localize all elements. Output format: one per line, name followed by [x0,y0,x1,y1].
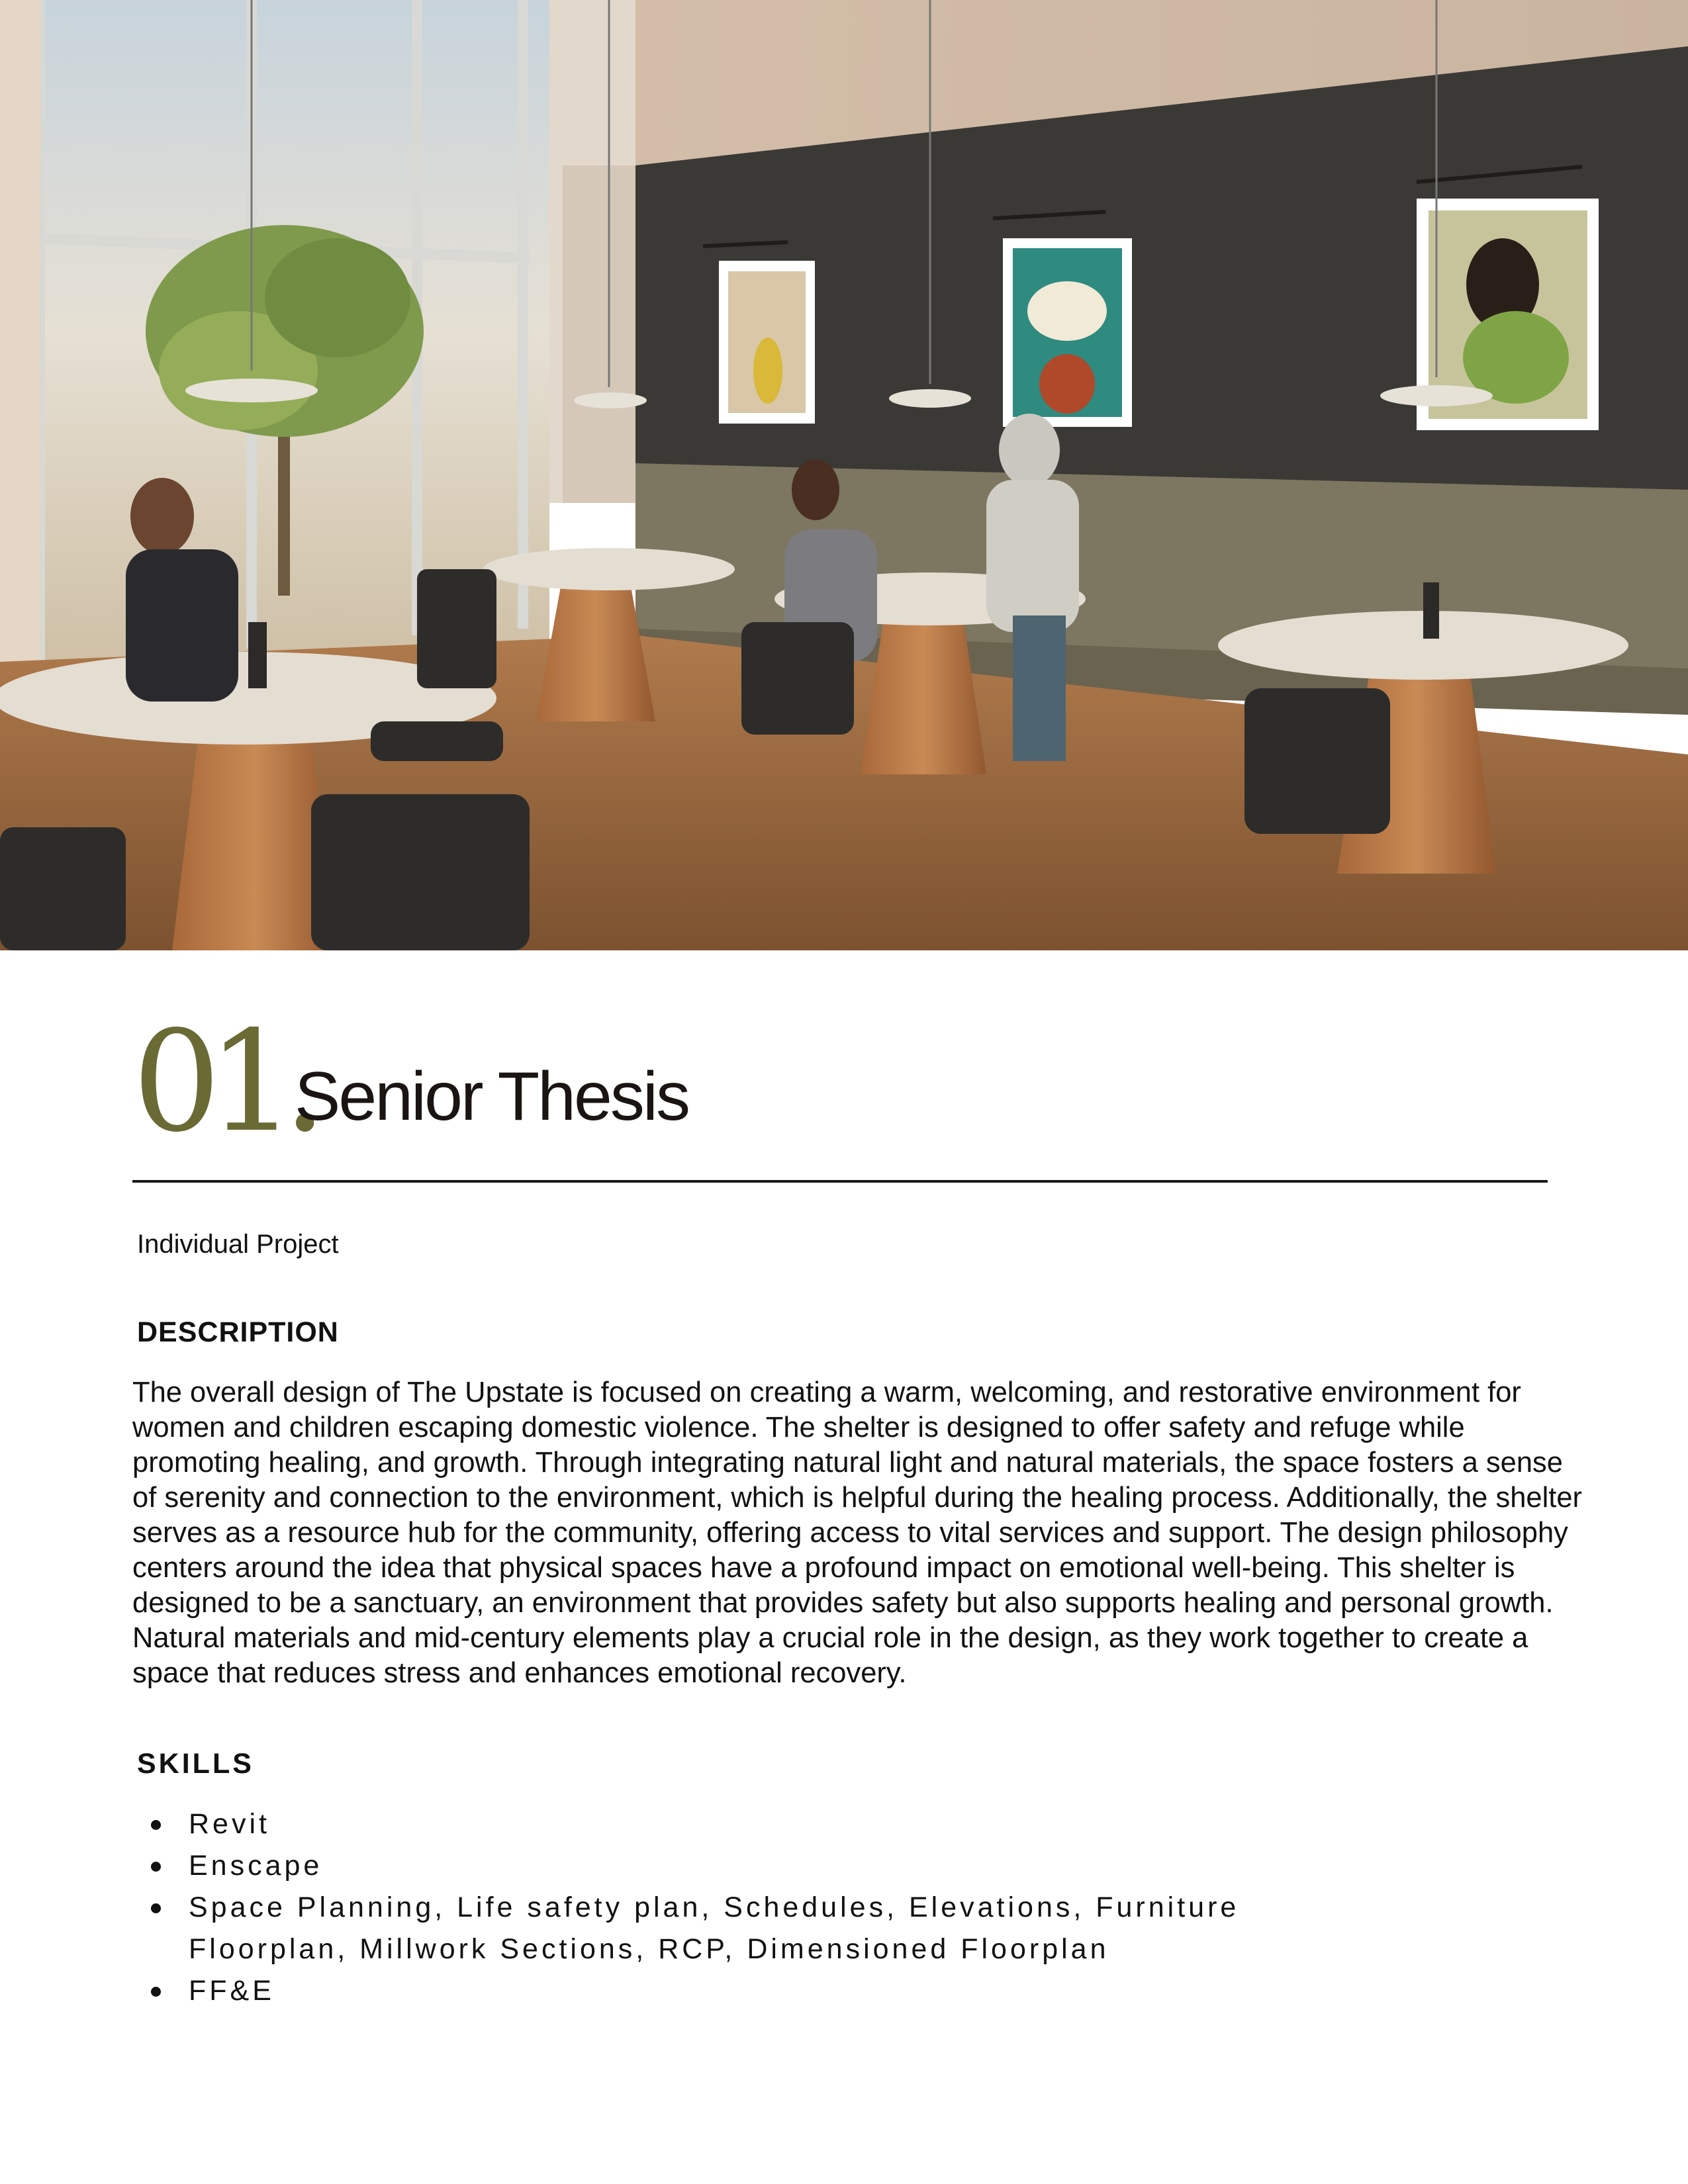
description-text: The overall design of The Upstate is focused on creating a warm, welcoming, and restorative environment for women and children escaping domestic violence. The shelter is designed to offer safety and refuge while promoting healing, and growth. Through integrating natural light and natural materials, the space fosters a sense of serenity and connection to the environment, which is helpful during the healing process. Additionally, the shelter serves as a resource hub for the community, offering access to vital services and support. The design philosophy centers around the idea that physical spaces have a profound impact on emotional well-being. This shelter is designed to be a sanctuary, an environment that provides safety but also supports healing and personal growth. Natural materials and mid-century elements play a crucial role in the design, as they work together to create a space that reduces stress and enhances emotional recovery. [132,1377,1583,1689]
skill-item: Space Planning, Life safety plan, Schedules, Elevations, Furniture Floorplan, Millwork Sections, RCP, Dimensioned Floorplan [0,1887,1314,1970]
interior-rendering [0,0,1688,950]
project-number: 01. [132,1001,314,1163]
project-subtitle: Individual Project [137,1230,339,1259]
skills-list [0,1803,1688,2012]
hero-image [0,0,1688,950]
skill-item: Revit [0,1803,1314,1845]
skill-item: Enscape [0,1845,1314,1887]
skills-heading: SKILLS [137,1748,254,1780]
description-heading: DESCRIPTION [137,1316,339,1348]
title-divider [132,1180,1548,1183]
page-title: Senior Thesis [295,1058,688,1135]
skill-item: FF&E [0,1970,1314,2012]
